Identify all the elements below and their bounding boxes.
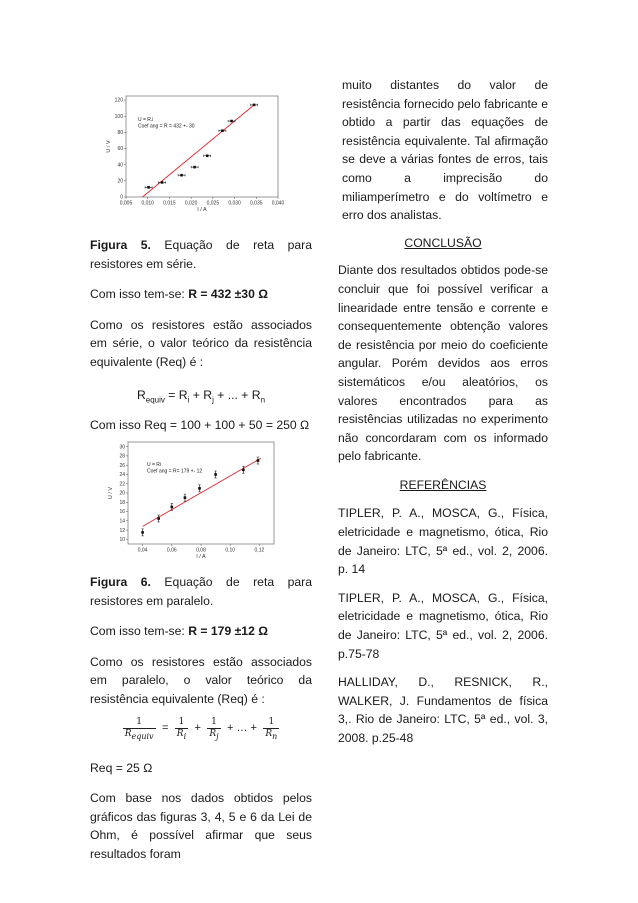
y-tick-label: 16: [119, 509, 125, 516]
paragraph-continuation: muito distantes do valor de resistência fornecido pelo fabricante e obtido a partir das equações de resistência equivalente. Tal afirmação se deve a várias fontes de erros, tais como a imprecisão do miliamperímetro e do voltímetro e erro dos analistas.: [342, 78, 548, 223]
y-tick-label: 120: [114, 97, 123, 104]
y-tick-label: 26: [119, 462, 125, 469]
referencias-heading: REFERÊNCIAS: [399, 477, 487, 492]
data-point: [180, 174, 183, 177]
y-tick-label: 24: [119, 472, 125, 479]
frac-lhs-den-r: R: [124, 728, 132, 739]
y-tick-label: 20: [119, 490, 125, 497]
x-tick-label: 0,015: [163, 200, 176, 207]
y-axis-label: U / V: [106, 140, 112, 153]
data-point: [184, 496, 187, 499]
figure-6-caption-label: Figura 6.: [90, 575, 151, 589]
x-tick-label: 0,035: [250, 200, 263, 207]
formula-serie-rj-sub: j: [212, 395, 214, 404]
x-tick-label: 0,12: [254, 547, 265, 554]
paragraph-serie: Como os resistores estão associados em série, o valor teórico da resistência equivalente (Req) é :: [90, 317, 312, 369]
frac-rj-num: 1: [207, 717, 220, 729]
reference-item: HALLIDAY, D., RESNICK, R., WALKER, J. Fundamentos de física 3,. Rio de Janeiro: LTC, 5ª ed., vol. 3, 2008. p.25-48: [338, 675, 548, 745]
figure-5-caption-label: Figura 5.: [90, 238, 151, 252]
frac-rj-den-sub: j: [216, 731, 219, 741]
result-paralelo-value: R = 179 ±12 Ω: [188, 624, 269, 639]
result-paralelo: [90, 622, 312, 641]
req-serie: Com isso Req = 100 + 100 + 50 = 250 Ω: [90, 418, 310, 433]
x-tick-label: 0,020: [184, 200, 198, 207]
x-tick-label: 0,025: [206, 200, 220, 207]
formula-serie-lhs-sub: equiv: [145, 395, 165, 404]
x-axis-label: I / A: [196, 554, 206, 560]
frac-lhs-num: 1: [123, 717, 156, 729]
data-point: [230, 120, 233, 123]
formula-serie-plus1: + R: [189, 387, 213, 402]
right-column: [338, 76, 548, 748]
x-tick-label: 0,04: [137, 547, 148, 554]
x-axis-label: I / A: [197, 207, 207, 213]
left-column-block-2: [90, 573, 312, 864]
data-point: [198, 487, 201, 490]
y-tick-label: 18: [119, 499, 125, 506]
frac-lhs-den-sub: equiv: [131, 731, 154, 741]
figure-6-plot: [102, 436, 288, 564]
y-tick-label: 12: [119, 527, 125, 534]
legend-entry: U = Ri: [147, 462, 162, 468]
figure-5-caption: [90, 236, 312, 273]
y-tick-label: 100: [114, 113, 123, 120]
data-point: [157, 517, 160, 520]
figure-6-chart: [102, 436, 288, 564]
legend-entry: Coef ang = R= 179 +- 12: [147, 468, 203, 475]
figure-5-chart: [102, 92, 288, 218]
y-axis-label: U / V: [108, 486, 114, 500]
formula-serie-rn-sub: n: [260, 395, 266, 404]
formula-serie-ri-sub: i: [187, 395, 190, 404]
reference-item: TIPLER, P. A., MOSCA, G., Física, eletricidade e magnetismo, ótica, Rio de Janeiro: LTC, 5ª ed., vol. 2, 2006. p. 14: [338, 506, 548, 577]
formula-paralelo: [90, 717, 312, 747]
frac-ri-den-r: R: [176, 728, 184, 739]
y-tick-label: 22: [119, 481, 125, 488]
x-tick-label: 0,06: [166, 547, 177, 554]
reference-item: TIPLER, P. A., MOSCA, G., Física, eletricidade e magnetismo, ótica, Rio de Janeiro: LTC, 5ª ed., vol. 2, 2006. p.75-78: [338, 590, 548, 661]
result-serie-prefix: Com isso tem-se:: [90, 287, 189, 302]
paragraph-final: Com base nos dados obtidos pelos gráficos das figuras 3, 4, 5 e 6 da Lei de Ohm, é possível afirmar que seus resultados foram: [90, 791, 312, 861]
data-point: [214, 473, 217, 476]
formula-serie-plus2: + ... + R: [213, 387, 261, 402]
result-serie-value: R = 432 ±30 Ω: [188, 287, 269, 302]
y-tick-label: 14: [119, 518, 125, 525]
plot-frame: [126, 96, 278, 197]
fit-line: [143, 105, 255, 197]
frac-rn-den: [263, 729, 279, 740]
figure-5-caption-text: Equação de reta para resistores em série.: [90, 238, 313, 271]
frac-rn: [263, 717, 279, 740]
data-point: [147, 186, 150, 189]
frac-rj-den-r: R: [209, 728, 217, 739]
frac-rj: [207, 717, 220, 740]
y-tick-label: 40: [117, 162, 123, 169]
x-tick-label: 0,030: [228, 200, 241, 207]
frac-ri: [175, 717, 188, 740]
data-point: [171, 506, 174, 509]
data-point: [242, 469, 245, 472]
formula-serie-eq: = R: [164, 387, 188, 402]
y-tick-label: 10: [119, 537, 125, 544]
x-tick-label: 0,010: [141, 200, 154, 207]
formula-paralelo-plus: +: [194, 721, 201, 734]
frac-lhs-den: [123, 729, 156, 740]
x-tick-label: 0,005: [119, 200, 133, 207]
legend-entry: U = R.i: [138, 117, 154, 123]
frac-ri-den-sub: i: [183, 731, 187, 741]
formula-serie: [90, 386, 312, 405]
result-serie: [90, 285, 312, 304]
data-point: [206, 154, 209, 157]
figure-6-caption: [90, 573, 312, 610]
conclusao-text: Diante dos resultados obtidos pode-se concluir que foi possível verificar a linearidade entre tensão e corrente e consequentemente obtenção valores de resistência por meio do coeficiente angular. Porém devidos aos erros sistemáticos e/ou aleatórios, os valores encontrados para as resistências utilizadas no experimento não concordaram com os informado pelo fabricante.: [338, 263, 548, 464]
x-tick-label: 0,040: [271, 200, 285, 207]
data-point: [161, 181, 164, 184]
y-tick-label: 28: [119, 453, 125, 460]
y-tick-label: 60: [117, 146, 123, 153]
y-tick-label: 20: [117, 178, 123, 185]
data-point: [253, 104, 256, 107]
frac-lhs: [123, 717, 156, 740]
formula-serie-lhs: R: [136, 387, 146, 402]
left-column-block-1: [90, 236, 312, 435]
figure-6-caption-text: Equação de reta para resistores em paralelo.: [90, 575, 313, 608]
data-point: [221, 129, 224, 132]
data-point: [141, 531, 144, 534]
frac-rn-den-r: R: [265, 728, 273, 739]
legend-entry: Coef ang = R = 432 +- 30: [138, 123, 195, 130]
y-tick-label: 30: [119, 444, 125, 451]
data-point: [257, 459, 260, 462]
result-paralelo-prefix: Com isso tem-se:: [90, 624, 189, 639]
formula-paralelo-dots: + … +: [227, 721, 257, 734]
frac-rn-den-sub: n: [272, 731, 278, 741]
frac-rj-den: [207, 729, 220, 740]
frac-ri-den: [175, 729, 188, 740]
req-paralelo: Req = 25 Ω: [90, 760, 153, 775]
data-point: [193, 166, 196, 169]
x-tick-label: 0,08: [196, 547, 206, 554]
paragraph-paralelo: Como os resistores estão associados em paralelo, o valor teórico da resistência equivalente (Req) é :: [90, 654, 312, 706]
frac-rn-num: 1: [263, 717, 279, 729]
y-tick-label: 80: [117, 130, 123, 137]
formula-paralelo-eq: =: [161, 721, 169, 734]
x-tick-label: 0,10: [225, 547, 236, 554]
y-tick-label: 0: [120, 194, 123, 201]
conclusao-heading: CONCLUSÃO: [404, 235, 482, 250]
frac-ri-num: 1: [175, 717, 188, 729]
figure-5-plot: [102, 92, 288, 218]
